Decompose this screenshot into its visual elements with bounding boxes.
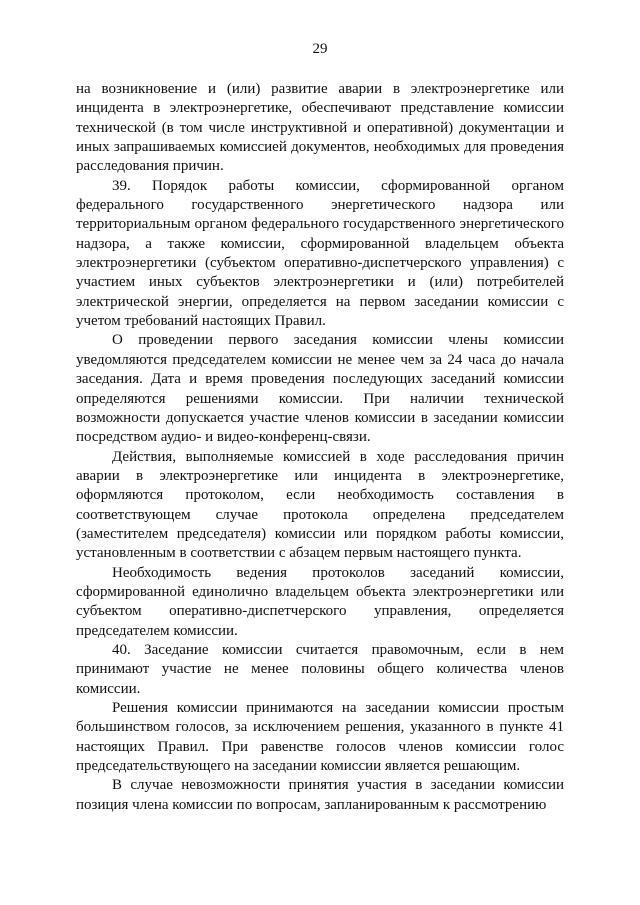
page-number: 29 [312, 41, 328, 57]
paragraph-absence-position: В случае невозможности принятия участия в заседании комиссии позиция члена комиссии по вопросам, запланированным к рассмотрению [76, 777, 564, 813]
document-body [76, 80, 564, 815]
paragraph-protocol-actions: Действия, выполняемые комиссией в ходе расследования причин аварии в электроэнергетике или инцидента в электроэнергетике, оформляются протоколом, если необходимость составления в соответствующем случае протокола определена председателем (заместителем председателя) комиссии или порядком работы комиссии, установленным в соответствии с абзацем первым настоящего пункта. [76, 448, 564, 562]
paragraph-item-39: 39. Порядок работы комиссии, сформированной органом федерального государственного энергетического надзора или территориальным органом федерального государственного энергетического надзора, а также комиссии, сформированной владельцем объекта электроэнергетики (субъектом оперативно-диспетчерского управления) с участием иных субъектов электроэнергетики и (или) потребителей электрической энергии, определяется на первом заседании комиссии с учетом требований настоящих Правил. [76, 177, 564, 330]
paragraph-item-40: 40. Заседание комиссии считается правомочным, если в нем принимают участие не менее половины общего количества членов комиссии. [76, 641, 564, 697]
paragraph-protocol-necessity: Необходимость ведения протоколов заседаний комиссии, сформированной единолично владельцем объекта электроэнергетики или субъектом оперативно-диспетчерского управления, определяется председателем комиссии. [76, 564, 564, 639]
paragraph-decisions: Решения комиссии принимаются на заседании комиссии простым большинством голосов, за исключением решения, указанного в пункте 41 настоящих Правил. При равенстве голосов членов комиссии голос председательствующего на заседании комиссии является решающим. [76, 700, 564, 775]
paragraph-continuation: на возникновение и (или) развитие аварии в электроэнергетике или инцидента в электроэнергетике, обеспечивают представление комиссии технической (в том числе инструктивной и оперативной) документации и иных запрашиваемых комиссией документов, необходимых для проведения расследования причин. [76, 81, 564, 175]
paragraph-first-meeting-notice: О проведении первого заседания комиссии члены комиссии уведомляются председателем комиссии не менее чем за 24 часа до начала заседания. Дата и время проведения последующих заседаний комиссии определяются решениями комиссии. При наличии технической возможности допускается участие членов комиссии в заседании комиссии посредством аудио- и видео-конференц-связи. [76, 332, 564, 446]
